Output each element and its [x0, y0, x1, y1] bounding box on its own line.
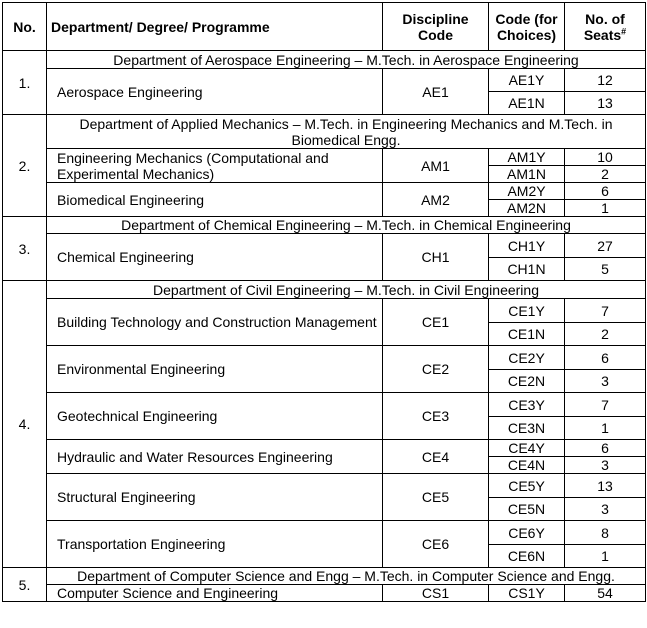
department-row [3, 217, 646, 234]
department-row [3, 51, 646, 69]
discipline-code: CE3 [383, 393, 489, 440]
header-no: No. [3, 3, 47, 51]
seat-count: 2 [565, 323, 646, 346]
table-row [3, 393, 646, 417]
seat-count: 1 [565, 417, 646, 440]
department-title: Department of Aerospace Engineering – M.Tech. in Aerospace Engineering [47, 51, 646, 69]
choice-code: CE2N [489, 370, 565, 393]
programme-name: Hydraulic and Water Resources Engineering [47, 440, 383, 474]
header-choice-code: Code (for Choices) [489, 3, 565, 51]
discipline-code: CE5 [383, 474, 489, 521]
seat-count: 10 [565, 149, 646, 166]
discipline-code: CE4 [383, 440, 489, 474]
choice-code: CE5N [489, 498, 565, 521]
discipline-code: AE1 [383, 69, 489, 115]
choice-code: CE1N [489, 323, 565, 346]
programme-name: Aerospace Engineering [47, 69, 383, 115]
discipline-code: CS1 [383, 585, 489, 602]
choice-code: CE4N [489, 457, 565, 474]
seat-matrix-table [2, 2, 646, 602]
table-row [3, 183, 646, 200]
seat-count: 6 [565, 346, 646, 370]
discipline-code: CE1 [383, 299, 489, 346]
header-seats-mark: # [621, 25, 627, 36]
table-row [3, 149, 646, 166]
seat-count: 13 [565, 92, 646, 115]
choice-code: CE2Y [489, 346, 565, 370]
choice-code: AE1N [489, 92, 565, 115]
choice-code: CE6N [489, 545, 565, 568]
department-row [3, 568, 646, 585]
header-seats-label: No. of Seats [583, 10, 625, 43]
department-title: Department of Chemical Engineering – M.Tech. in Chemical Engineering [47, 217, 646, 234]
choice-code: AM2N [489, 200, 565, 217]
seat-count: 3 [565, 370, 646, 393]
department-title: Department of Applied Mechanics – M.Tech. in Engineering Mechanics and M.Tech. in Biomedical Engg. [47, 115, 646, 149]
choice-code: AM1Y [489, 149, 565, 166]
table-row [3, 299, 646, 323]
group-number: 4. [3, 281, 47, 568]
group-number: 5. [3, 568, 47, 602]
department-row [3, 281, 646, 299]
programme-name: Computer Science and Engineering [47, 585, 383, 602]
seat-count: 13 [565, 474, 646, 498]
header-seats [565, 3, 646, 51]
seat-count: 6 [565, 183, 646, 200]
table-row [3, 346, 646, 370]
seat-count: 8 [565, 521, 646, 545]
table-row [3, 69, 646, 92]
seat-count: 2 [565, 166, 646, 183]
choice-code: AM2Y [489, 183, 565, 200]
table-row [3, 440, 646, 457]
seat-count: 6 [565, 440, 646, 457]
seat-count: 3 [565, 457, 646, 474]
seat-count: 7 [565, 393, 646, 417]
programme-name: Biomedical Engineering [47, 183, 383, 217]
header-discipline-code: Discipline Code [383, 3, 489, 51]
programme-name: Chemical Engineering [47, 234, 383, 281]
seat-count: 54 [565, 585, 646, 602]
choice-code: CE6Y [489, 521, 565, 545]
programme-name: Building Technology and Construction Management [47, 299, 383, 346]
table-body [3, 51, 646, 602]
programme-name: Environmental Engineering [47, 346, 383, 393]
department-title: Department of Civil Engineering – M.Tech. in Civil Engineering [47, 281, 646, 299]
programme-name: Transportation Engineering [47, 521, 383, 568]
programme-name: Geotechnical Engineering [47, 393, 383, 440]
header-programme: Department/ Degree/ Programme [47, 3, 383, 51]
header-row [3, 3, 646, 51]
table-row [3, 585, 646, 602]
seat-count: 1 [565, 545, 646, 568]
programme-name: Structural Engineering [47, 474, 383, 521]
choice-code: CE3N [489, 417, 565, 440]
table-row [3, 521, 646, 545]
discipline-code: AM2 [383, 183, 489, 217]
seat-count: 7 [565, 299, 646, 323]
choice-code: AM1N [489, 166, 565, 183]
choice-code: CE1Y [489, 299, 565, 323]
choice-code: CE4Y [489, 440, 565, 457]
choice-code: CH1Y [489, 234, 565, 258]
choice-code: CS1Y [489, 585, 565, 602]
choice-code: AE1Y [489, 69, 565, 92]
choice-code: CE5Y [489, 474, 565, 498]
group-number: 2. [3, 115, 47, 217]
discipline-code: CE6 [383, 521, 489, 568]
seat-count: 3 [565, 498, 646, 521]
seat-count: 1 [565, 200, 646, 217]
seat-count: 27 [565, 234, 646, 258]
choice-code: CH1N [489, 258, 565, 281]
group-number: 1. [3, 51, 47, 115]
table-row [3, 474, 646, 498]
discipline-code: CE2 [383, 346, 489, 393]
seat-count: 5 [565, 258, 646, 281]
choice-code: CE3Y [489, 393, 565, 417]
table-row [3, 234, 646, 258]
discipline-code: CH1 [383, 234, 489, 281]
programme-name: Engineering Mechanics (Computational and Experimental Mechanics) [47, 149, 383, 183]
department-title: Department of Computer Science and Engg – M.Tech. in Computer Science and Engg. [47, 568, 646, 585]
group-number: 3. [3, 217, 47, 281]
discipline-code: AM1 [383, 149, 489, 183]
department-row [3, 115, 646, 149]
seat-count: 12 [565, 69, 646, 92]
